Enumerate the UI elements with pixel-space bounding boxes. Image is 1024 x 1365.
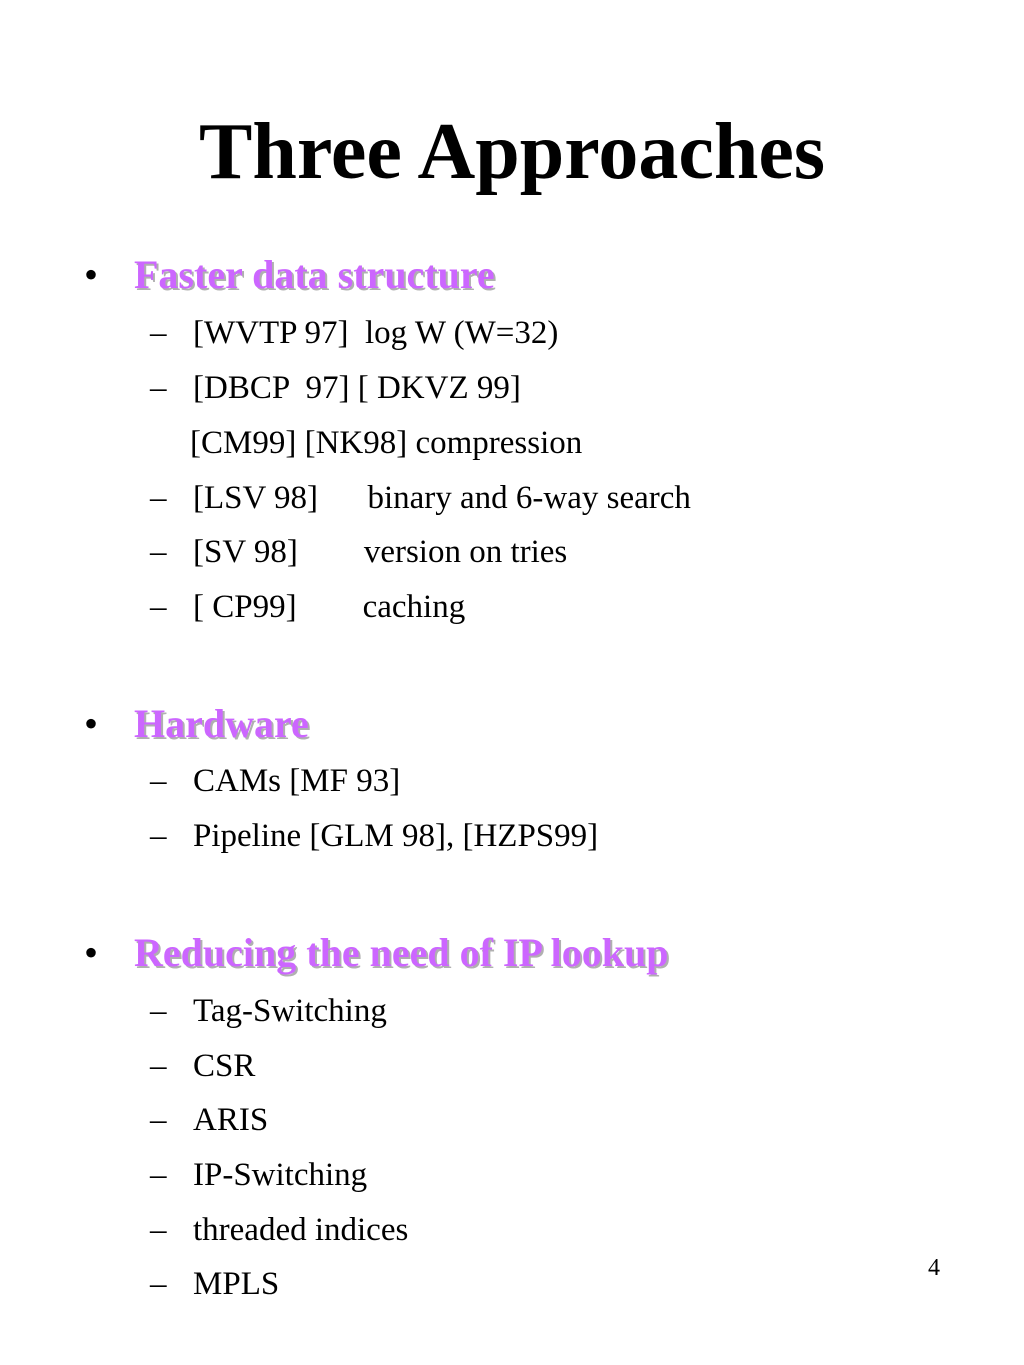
slide-title: Three Approaches <box>199 108 825 196</box>
dash-marker: – <box>150 1102 167 1138</box>
dash-marker: – <box>150 818 167 854</box>
list-item: threaded indices <box>193 1212 409 1248</box>
list-item: IP-Switching <box>193 1157 368 1193</box>
dash-marker: – <box>150 1048 167 1084</box>
dash-marker: – <box>150 1212 167 1248</box>
dash-marker: – <box>150 480 167 516</box>
list-item: Tag-Switching <box>193 993 387 1029</box>
section-heading-faster-data-structure: Faster data structure <box>134 252 495 297</box>
bullet-marker: • <box>84 701 99 746</box>
bullet-marker: • <box>84 930 99 975</box>
list-item: [LSV 98] binary and 6-way search <box>193 480 691 516</box>
bullet-marker: • <box>84 252 99 297</box>
list-item-continuation: [CM99] [NK98] compression <box>190 425 583 461</box>
dash-marker: – <box>150 763 167 799</box>
list-item: ARIS <box>193 1102 269 1138</box>
dash-marker: – <box>150 1266 167 1302</box>
page-number: 4 <box>928 1255 940 1281</box>
list-item: CSR <box>193 1048 256 1084</box>
section-heading-hardware: Hardware <box>134 701 309 746</box>
dash-marker: – <box>150 370 167 406</box>
dash-marker: – <box>150 589 167 625</box>
list-item: [ CP99] caching <box>193 589 466 625</box>
list-item: [DBCP 97] [ DKVZ 99] <box>193 370 521 406</box>
section-heading-reducing-ip-lookup: Reducing the need of IP lookup <box>134 930 669 975</box>
dash-marker: – <box>150 315 167 351</box>
dash-marker: – <box>150 534 167 570</box>
list-item: [WVTP 97] log W (W=32) <box>193 315 559 351</box>
list-item: [SV 98] version on tries <box>193 534 568 570</box>
list-item: Pipeline [GLM 98], [HZPS99] <box>193 818 599 854</box>
dash-marker: – <box>150 1157 167 1193</box>
list-item: MPLS <box>193 1266 280 1302</box>
list-item: CAMs [MF 93] <box>193 763 401 799</box>
dash-marker: – <box>150 993 167 1029</box>
